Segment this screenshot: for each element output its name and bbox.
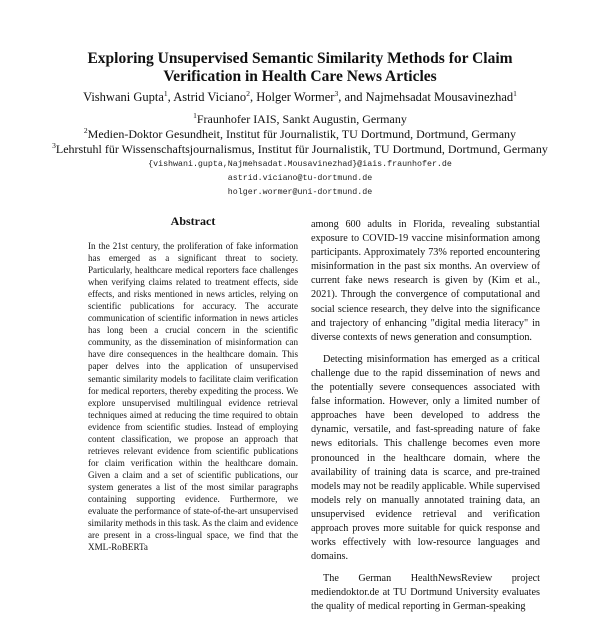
affiliation-text: Lehrstuhl für Wissenschaftsjournalismus, Institut für Journalistik, TU Dortmund, Dortmund, Germany: [55, 142, 548, 156]
affiliation-line: [20, 127, 580, 142]
email-address: {vishwani.gupta,Najmehsadat.Mousavinezhad}@iais.fraunhofer.de: [148, 160, 452, 169]
email-address: holger.wormer@uni-dortmund.de: [227, 188, 373, 197]
author-separator: , and: [338, 90, 366, 104]
right-column: [311, 218, 540, 623]
author-affil-mark: 3: [334, 88, 339, 98]
author-name: Najmehsadat Mousavinezhad: [365, 90, 514, 104]
body-paragraph: among 600 adults in Florida, revealing substantial exposure to COVID-19 vaccine misinformation among participants. Approximately 73% reported encountering misinformation in the past six months. An overview of current fake news research is given by (Kim et al., 2021). Through the convergence of computational and social science research, they delve into the significance and trajectory of enhancing "digital media literacy" in diverse contexts of news generation and consumption.: [311, 219, 540, 343]
affiliation-line: [20, 142, 580, 157]
author-name: Vishwani Gupta: [83, 90, 164, 104]
affiliation-text: Fraunhofer IAIS, Sankt Augustin, Germany: [196, 112, 407, 126]
author-name: Astrid Viciano: [173, 90, 247, 104]
email-address: astrid.viciano@tu-dortmund.de: [227, 174, 373, 183]
affiliation-mark: 3: [52, 141, 56, 150]
title-line-1: Exploring Unsupervised Semantic Similarity Methods for Claim: [87, 50, 513, 67]
paper-title: [60, 50, 540, 86]
affiliation-mark: 2: [83, 126, 88, 135]
author-separator: ,: [167, 90, 174, 104]
abstract-paragraph: In the 21st century, the proliferation of fake information has emerged as a significant threat to society. Particularly, healthcare medical reporters face challenges when verifying claims related to treatment effects, side effects, and risks mentioned in news articles, relying on scientific publications for accuracy. The accurate communication of scientific information in news articles has long been a crucial concern in the scientific community, as the dissemination of misinformation can have dire consequences in the healthcare domain. This paper delves into the application of unsupervised semantic similarity models to facilitate claim verification for medical reporters, thereby expediting the process. We explore unsupervised multilingual evidence retrieval techniques aimed at reducing the time required to obtain evidence from scientific studies. Instead of employing content classification, we propose an approach that retrieves relevant evidence from scientific publications for claim verification within the healthcare domain. Given a claim and a set of scientific publications, our system generates a list of the most similar paragraphs containing supporting evidence. Furthermore, we evaluate the performance of state-of-the-art unsupervised similarity methods in this task. As the claim and evidence are present in a cross-lingual space, we find that the XML-RoBERTa: [88, 241, 298, 553]
email-list: [80, 158, 520, 200]
author-affil-mark: 2: [246, 88, 250, 98]
title-line-2: Verification in Health Care News Articles: [163, 68, 437, 85]
author-affil-mark: 1: [163, 88, 168, 98]
abstract-heading: Abstract: [170, 214, 216, 228]
affiliation-list: [20, 112, 580, 157]
body-paragraph: The German HealthNewsReview project mediendoktor.de at TU Dortmund University evaluates the quality of medical reporting in German-speaking: [311, 573, 540, 613]
author-name: Holger Wormer: [256, 90, 335, 104]
body-paragraph: Detecting misinformation has emerged as a critical challenge due to the rapid dissemination of news and the potentially severe consequences associated with false information. However, only a limited number of approaches have been developed to address the dynamic, versatile, and fast-spreading nature of fake news editorials. This challenge becomes even more pronounced in the healthcare domain, where the availability of training data is scarce, and pre-trained models may not be readily applicable. While supervised models rely on manually annotated training data, an unsupervised evidence retrieval and verification approach proves more suitable for quick response and works effectively with low-resource languages and domains.: [311, 353, 540, 563]
abstract-body: [88, 240, 298, 553]
affiliation-text: Medien-Doktor Gesundheit, Institut für Journalistik, TU Dortmund, Dortmund, Germany: [87, 127, 517, 141]
affiliation-mark: 1: [193, 111, 197, 120]
author-list: [40, 90, 560, 105]
author-separator: ,: [249, 90, 257, 104]
affiliation-line: [20, 112, 580, 127]
author-affil-mark: 1: [513, 88, 517, 98]
